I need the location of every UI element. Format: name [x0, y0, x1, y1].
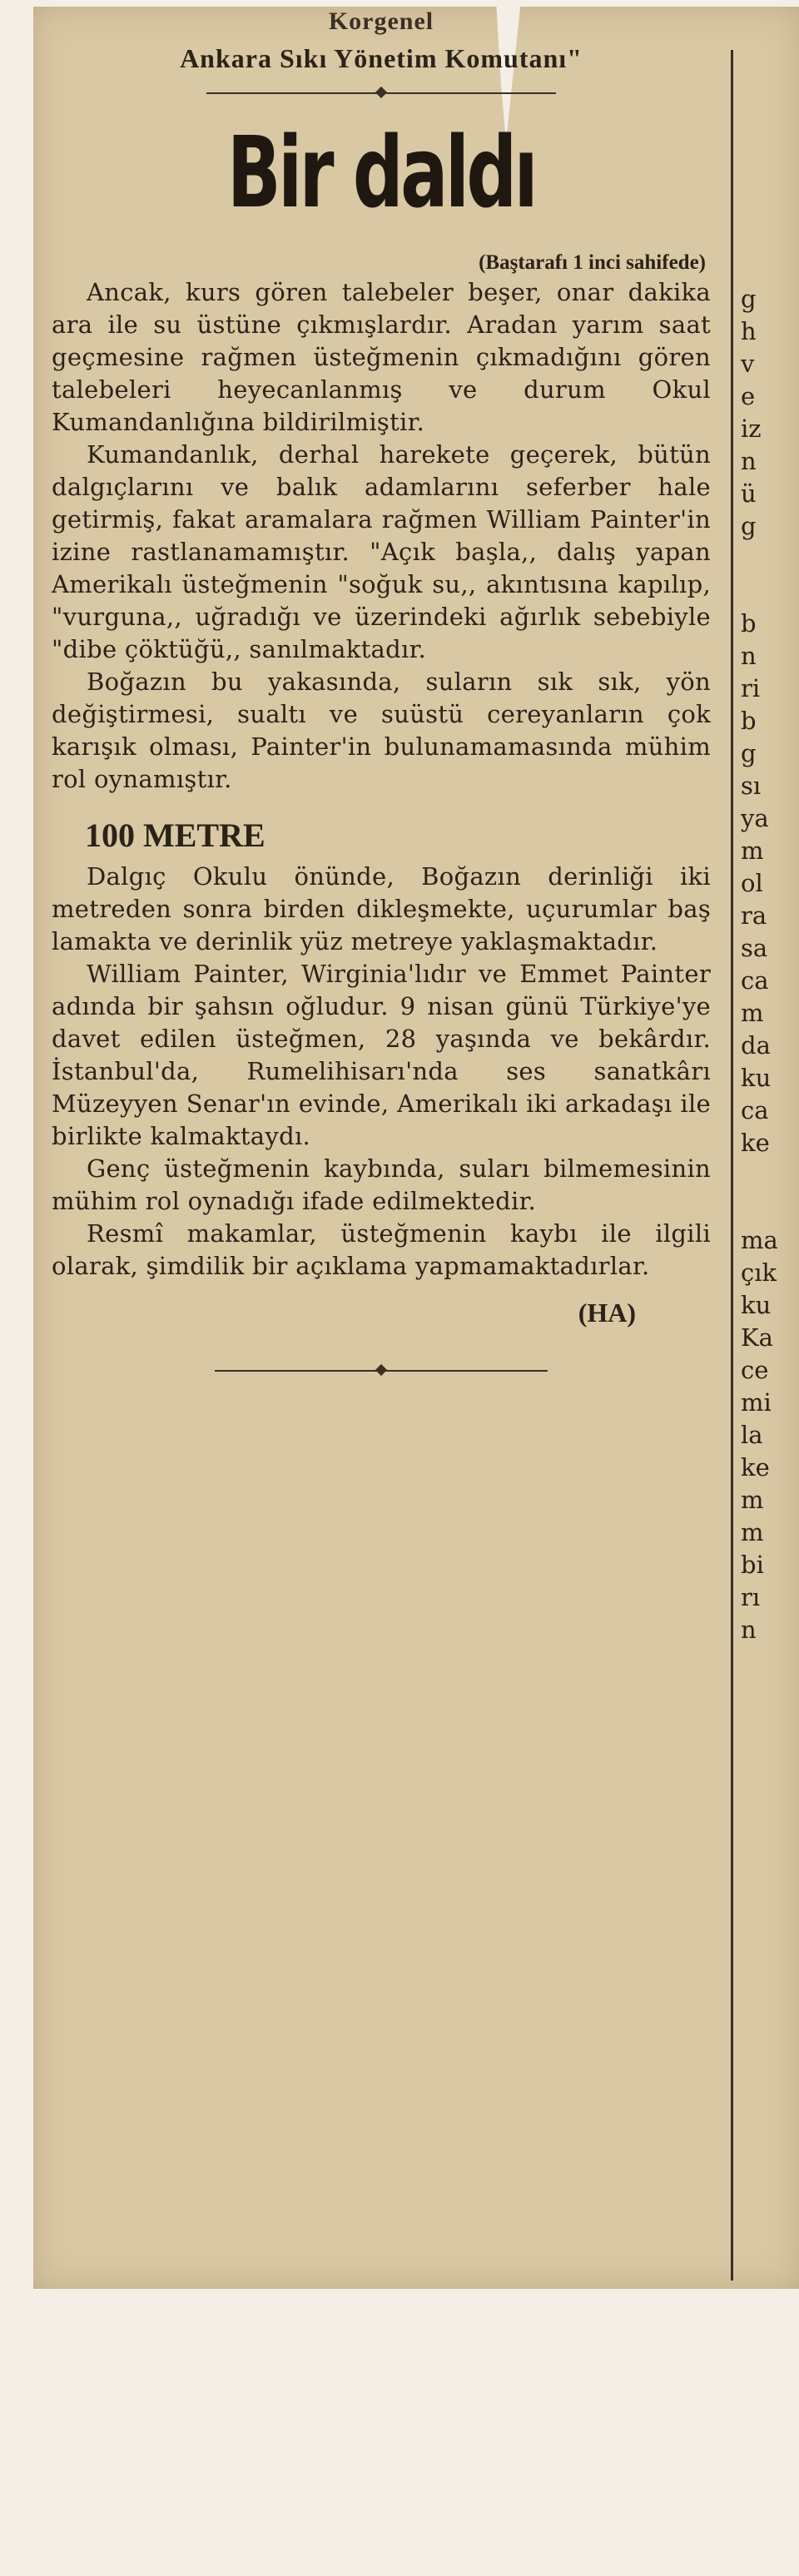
subheading: 100 METRE [85, 816, 266, 854]
neighbor-fragment: ku [741, 1064, 772, 1092]
neighbor-fragment: b [741, 609, 757, 638]
neighbor-fragment: ri [741, 674, 761, 702]
ornament-rule [206, 85, 556, 102]
neighbor-fragment: ü [741, 479, 757, 508]
agency-signature: (HA) [578, 1298, 636, 1328]
article-column [52, 0, 711, 1379]
footer-ornament-rule [215, 1362, 548, 1379]
neighbor-fragment: m [741, 1518, 764, 1546]
neighbor-fragment: ma [741, 1226, 778, 1254]
neighbor-fragment: sı [741, 772, 762, 800]
neighbor-fragment: sa [741, 934, 768, 962]
kicker [52, 3, 711, 77]
neighbor-fragment: g [741, 512, 757, 540]
diamond-ornament-icon [375, 1364, 387, 1376]
neighbor-fragment: ce [741, 1356, 769, 1384]
neighbor-fragment: Ka [741, 1323, 773, 1352]
neighbor-fragment: n [741, 1616, 757, 1644]
neighbor-fragment: n [741, 447, 757, 475]
paragraph: Ancak, kurs gören talebeler beşer, onar dakika ara ile su üstüne çıkmışlardır. Aradan yarım saat geçmesine rağmen üsteğmenin çıkmadığını gören talebeleri heyecanlanmış ve durum Okul Kumandanlığına bildirilmiştir. [52, 278, 711, 436]
neighbor-fragment: m [741, 1486, 764, 1514]
neighbor-fragment: g [741, 739, 757, 767]
paragraph: Boğazın bu yakasında, suların sık sık, yön değiştirmesi, sualtı ve suüstü cereyanların çok karışık olması, Painter'in bulunamamasında mühim rol oynamıştır. [52, 668, 711, 793]
neighbor-fragment: ra [741, 901, 767, 930]
headline: Bir daldı [226, 115, 536, 230]
neighbor-fragment: ol [741, 869, 763, 897]
neighbor-fragment: rı [741, 1583, 761, 1611]
neighbor-fragment: mi [741, 1388, 772, 1417]
neighbor-fragment: ke [741, 1129, 770, 1157]
paragraph: William Painter, Wirginia'lıdır ve Emmet Painter adında bir şahsın oğludur. 9 nisan günü Türkiye'ye davet edilen üsteğmen, 28 yaşında ve bekârdır. İstanbul'da, Rumelihisarı'nda ses sanatkârı Müzeyyen Senar'ın evinde, Amerikalı iki arkadaşı ile birlikte kalmaktaydı. [52, 960, 711, 1150]
paragraph: Resmî makamlar, üsteğmenin kaybı ile ilgili olarak, şimdilik bir açıklama yapmamaktadırlar. [52, 1219, 711, 1280]
neighbor-fragment: ca [741, 966, 769, 995]
neighbor-fragment: v [741, 350, 755, 378]
neighbor-fragment: iz [741, 414, 762, 443]
article-body-continued [52, 861, 711, 1283]
neighbor-fragment [741, 1192, 799, 1224]
neighbor-fragment: b [741, 707, 757, 735]
paragraph: Genç üsteğmenin kaybında, suları bilmemesinin mühim rol oynadığı ifade edilmektedir. [52, 1154, 711, 1215]
neighbor-fragment [741, 543, 799, 575]
kicker-line-2: Ankara Sıkı Yönetim Komutanı" [180, 43, 583, 73]
article-body [52, 276, 711, 796]
adjacent-column-fragment [741, 0, 799, 2576]
neighbor-fragment: m [741, 836, 764, 865]
neighbor-fragment [741, 1159, 799, 1192]
neighbor-fragment: e [741, 382, 756, 410]
neighbor-fragment: la [741, 1421, 763, 1449]
diamond-ornament-icon [375, 87, 387, 98]
neighbor-fragment: ya [741, 804, 769, 832]
neighbor-fragment: çık [741, 1258, 777, 1287]
neighbor-fragment: ca [741, 1096, 769, 1124]
neighbor-fragment [741, 575, 799, 608]
neighbor-fragment: ke [741, 1453, 770, 1482]
neighbor-fragment: bi [741, 1551, 764, 1579]
neighbor-fragment: ku [741, 1291, 772, 1319]
paragraph: Dalgıç Okulu önünde, Boğazın derinliği iki metreden sonra birden dikleşmekte, uçurumlar baş lamakta ve derinlik yüz metreye yaklaşmaktadır. [52, 862, 711, 955]
neighbor-fragment: g [741, 285, 757, 313]
neighbor-fragment: da [741, 1031, 771, 1060]
column-divider [731, 50, 733, 2281]
neighbor-fragment: m [741, 999, 764, 1027]
paragraph: Kumandanlık, derhal harekete geçerek, bütün dalgıçlarını ve balık adamlarını seferber hale getirmiş, fakat aramalara rağmen William Painter'in izine rastlanamamıştır. "Açık başla,, dalış yapan Amerikalı üsteğmenin "soğuk su,, akıntısına kapılıp, "vurguna,, uğradığı ve üzerindeki ağırlık sebebiyle "dibe çöktüğü,, sanılmaktadır. [52, 440, 711, 663]
neighbor-fragment: n [741, 642, 757, 670]
neighbor-fragment: h [741, 317, 757, 345]
continuation-reference: (Baştarafı 1 inci sahifede) [479, 251, 706, 274]
kicker-line-1: Korgenel [328, 7, 434, 35]
